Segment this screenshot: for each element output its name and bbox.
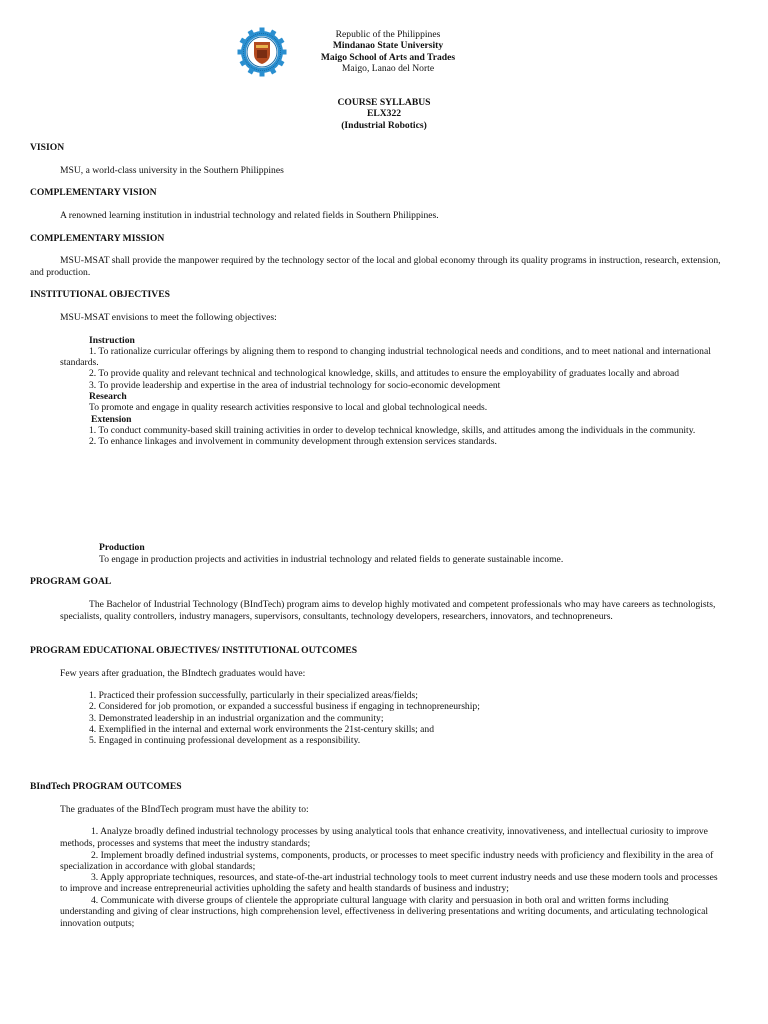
outcome-4-cont-2: innovation outputs; — [60, 918, 135, 929]
list-item: 4. Exemplified in the internal and external work environments the 21st-century skills; and — [89, 723, 435, 735]
outcome-3-cont: to improve and increase entrepreneurial activities upholding the safety and health standards of business and industry; — [60, 883, 509, 894]
peo-list — [89, 690, 480, 746]
complementary-vision-text: A renowned learning institution in industrial technology and related fields in Southern Philippines. — [60, 210, 439, 221]
complementary-mission-heading: COMPLEMENTARY MISSION — [30, 233, 165, 244]
course-code: ELX322 — [366, 108, 402, 120]
complementary-mission-text-cont: and production. — [30, 267, 91, 278]
production-heading: Production — [99, 542, 145, 553]
outcome-1-cont: methods, processes and systems that meet the industry standards; — [60, 838, 311, 849]
university-name: Mindanao State University — [332, 40, 444, 52]
extension-heading: Extension — [91, 414, 132, 425]
vision-text: MSU, a world-class university in the Southern Philippines — [60, 165, 284, 176]
instruction-item-2: 2. To provide quality and relevant technical and technological knowledge, skills, and attitudes to ensure the employability of graduates locally and abroad — [89, 368, 680, 379]
republic-line: Republic of the Philippines — [335, 29, 441, 40]
peo-intro: Few years after graduation, the BIndtech graduates would have: — [60, 668, 306, 679]
list-item: 1. Practiced their profession successfully, particularly in their specialized areas/fields; — [89, 690, 418, 701]
list-item: 2. Considered for job promotion, or expanded a successful business if engaging in technopreneurship; — [89, 701, 480, 713]
outcome-2-cont: specialization in accordance with global standards; — [60, 861, 256, 872]
instruction-item-3: 3. To provide leadership and expertise in the area of industrial technology for socio-economic development — [89, 380, 501, 391]
instruction-item-1: 1. To rationalize curricular offerings by aligning them to respond to changing industrial technological needs and conditions, and to meet national and international — [89, 346, 711, 357]
program-goal-text: The Bachelor of Industrial Technology (BIndTech) program aims to develop highly motivated and competent professionals who may have careers as technologists, — [89, 599, 716, 610]
university-logo — [237, 27, 287, 77]
extension-item-1: 1. To conduct community-based skill training activities in order to develop technical knowledge, skills, and attitudes among the individuals in the community. — [89, 425, 696, 436]
complementary-vision-heading: COMPLEMENTARY VISION — [30, 187, 157, 198]
document-title — [300, 97, 468, 131]
extension-item-2: 2. To enhance linkages and involvement in community development through extension services standards. — [89, 436, 497, 447]
peo-heading: PROGRAM EDUCATIONAL OBJECTIVES/ INSTITUTIONAL OUTCOMES — [30, 645, 358, 656]
outcome-4: 4. Communicate with diverse groups of clientele the appropriate cultural language with clarity and persuasion in both oral and written forms including — [91, 895, 669, 906]
research-heading: Research — [89, 391, 127, 402]
program-goal-text-cont: specialists, quality controllers, industry managers, supervisors, consultants, technology developers, researchers, innovators, and technopreneurs. — [60, 611, 613, 622]
list-item: 5. Engaged in continuing professional development as a responsibility. — [89, 735, 361, 747]
course-subject: (Industrial Robotics) — [341, 119, 427, 131]
school-name: Maigo School of Arts and Trades — [320, 51, 456, 63]
program-goal-heading: PROGRAM GOAL — [30, 576, 112, 587]
vision-heading: VISION — [30, 142, 65, 153]
production-text: To engage in production projects and activities in industrial technology and related fields to generate sustainable income. — [99, 554, 564, 565]
outcome-3: 3. Apply appropriate techniques, resources, and state-of-the-art industrial technology tools to meet current industry needs and use these modern tools and processes — [91, 872, 718, 883]
objectives-intro: MSU-MSAT envisions to meet the following objectives: — [60, 312, 277, 323]
research-text: To promote and engage in quality research activities responsive to local and global technological needs. — [89, 402, 488, 413]
outcome-4-cont: understanding and giving of clear instructions, high comprehension level, effectiveness in delivering presentations and writing documents, and articulating technological — [60, 906, 709, 917]
outcome-2: 2. Implement broadly defined industrial systems, components, products, or processes to meet specific industry needs with proficiency and flexibility in the area of — [91, 850, 714, 861]
program-outcomes-heading: BIndTech PROGRAM OUTCOMES — [30, 781, 182, 792]
instruction-heading: Instruction — [89, 335, 135, 346]
title-line: COURSE SYLLABUS — [337, 97, 431, 108]
outcome-1: 1. Analyze broadly defined industrial technology processes by using analytical tools that enhance creativity, innovativeness, and intellectual curiosity to improve — [91, 826, 708, 837]
complementary-mission-text: MSU-MSAT shall provide the manpower required by the technology sector of the local and global economy through its quality programs in instruction, research, extension, — [60, 255, 721, 266]
letterhead — [308, 29, 468, 74]
institutional-objectives-heading: INSTITUTIONAL OBJECTIVES — [30, 289, 170, 300]
list-item: 3. Demonstrated leadership in an industrial organization and the community; — [89, 712, 384, 724]
instruction-item-1-cont: standards. — [60, 357, 99, 368]
program-outcomes-intro: The graduates of the BIndTech program must have the ability to: — [60, 804, 309, 815]
school-address: Maigo, Lanao del Norte — [341, 62, 435, 74]
